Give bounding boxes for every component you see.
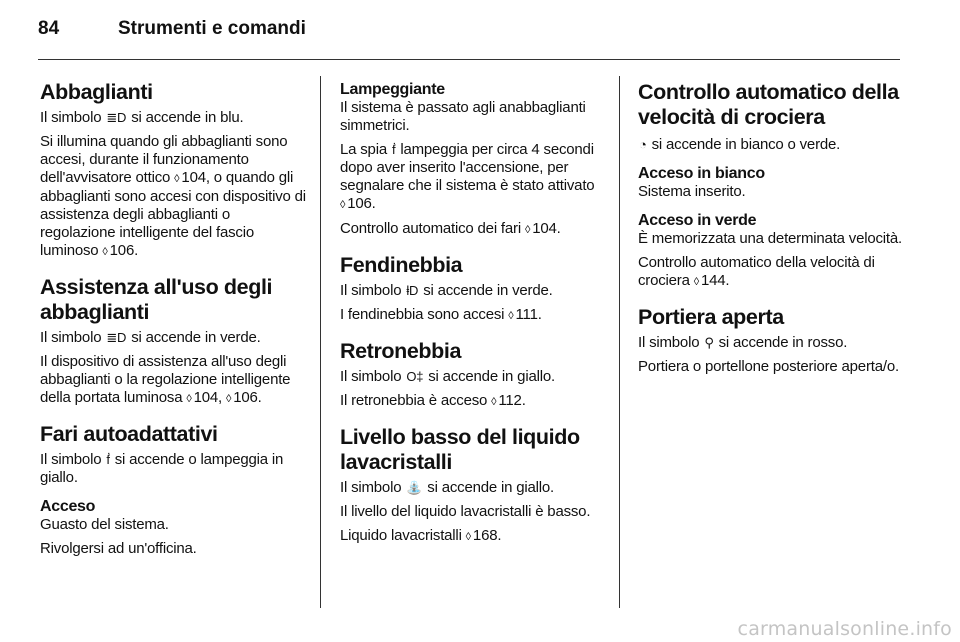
rear-fog-icon: O‡ (406, 369, 424, 384)
washer-fluid-icon: ⛲ (406, 480, 423, 495)
page-ref[interactable]: 106. (347, 195, 376, 212)
adaptive-lights-icon: ḟ (106, 452, 110, 467)
cruise-control-icon: ◔ (639, 137, 647, 152)
page-ref[interactable]: 104 (181, 169, 206, 186)
paragraph: Si illumina quando gli abbaglianti sono accesi, durante il funzionamento dell'avvisatore ottico ◊ 104, o quando gli abbaglianti sono accesi con dispositivo di assistenza degli abbaglianti o regolazione intelligente del fascio luminoso ◊ 106. (40, 133, 306, 259)
page-header (38, 18, 900, 48)
paragraph: La spia ḟ lampeggia per circa 4 secondi dopo aver inserito l'accensione, per segnalare che il sistema è stato attivato ◊ 106. (340, 141, 595, 212)
section-title: Assistenza all'uso degli abbaglianti (40, 275, 273, 324)
section-title: Retronebbia (340, 339, 462, 363)
section-title: Abbaglianti (40, 80, 153, 104)
high-beam-icon: ≣D (106, 110, 127, 125)
subsection-title: Acceso in verde (638, 212, 757, 229)
paragraph: Il sistema è passato agli anabbaglianti simmetrici. (340, 99, 586, 134)
page-ref[interactable]: 112. (498, 392, 526, 409)
paragraph: Il simbolo ⚲ si accende in rosso. (638, 334, 848, 351)
column-2 (340, 80, 608, 552)
paragraph: Controllo automatico della velocità di crociera ◊ 144. (638, 254, 875, 289)
paragraph: Il livello del liquido lavacristalli è basso. (340, 503, 591, 520)
paragraph: Il retronebbia è acceso ◊ 112. (340, 392, 526, 409)
page-ref-arrow-icon: ◊ (491, 396, 497, 408)
subsection-title: Acceso (40, 498, 96, 515)
paragraph: Il dispositivo di assistenza all'uso degli abbaglianti o la regolazione intelligente della portata luminosa ◊ 104, ◊ 106. (40, 353, 291, 406)
page-ref-arrow-icon: ◊ (225, 393, 232, 405)
paragraph: Sistema inserito. (638, 183, 746, 200)
section-title: Portiera aperta (638, 305, 784, 329)
page-ref[interactable]: 111. (515, 306, 542, 323)
page-ref-arrow-icon: ◊ (508, 310, 514, 322)
paragraph: ◔ si accende in bianco o verde. (639, 136, 841, 153)
section-title: Fendinebbia (340, 253, 463, 277)
section-title: Livello basso del liquido lavacristalli (340, 425, 580, 474)
paragraph: È memorizzata una determinata velocità. (638, 230, 902, 247)
paragraph: Guasto del sistema. (40, 516, 169, 533)
page-ref-arrow-icon: ◊ (465, 531, 471, 543)
watermark: carmanualsonline.info (737, 618, 952, 640)
subsection-title: Acceso in bianco (638, 165, 765, 182)
column-divider (320, 76, 321, 608)
header-rule (38, 59, 900, 60)
running-title: Strumenti e comandi (118, 18, 306, 39)
page-ref-arrow-icon: ◊ (340, 199, 346, 211)
section-title: Controllo automatico della velocità di crociera (638, 80, 899, 129)
paragraph: Il simbolo ≣D si accende in blu. (40, 109, 244, 126)
page-ref-arrow-icon: ◊ (102, 246, 108, 258)
adaptive-lights-icon: ḟ (391, 142, 396, 157)
paragraph: I fendinebbia sono accesi ◊ 111. (340, 306, 542, 323)
page-ref[interactable]: 104, (193, 389, 222, 406)
subsection-title: Lampeggiante (340, 81, 445, 98)
page-number: 84 (38, 18, 60, 39)
paragraph: Il simbolo ⱡD si accende in verde. (340, 282, 553, 299)
page-ref[interactable]: 104. (532, 220, 561, 237)
paragraph: Il simbolo ḟ si accende o lampeggia in giallo. (40, 451, 284, 486)
fog-light-icon: ⱡD (406, 283, 419, 298)
page-ref-arrow-icon: ◊ (524, 224, 531, 236)
paragraph: Il simbolo ≣D si accende in verde. (40, 329, 261, 346)
page-ref[interactable]: 106. (109, 242, 139, 259)
paragraph: Il simbolo O‡ si accende in giallo. (340, 368, 555, 385)
paragraph: Controllo automatico dei fari ◊ 104. (340, 220, 561, 237)
column-1 (40, 80, 308, 564)
column-3 (638, 80, 908, 382)
page-ref[interactable]: 168. (472, 527, 502, 544)
paragraph: Portiera o portellone posteriore aperta/o. (638, 358, 899, 375)
page-ref-arrow-icon: ◊ (174, 173, 180, 185)
page-ref-arrow-icon: ◊ (186, 393, 192, 405)
page-ref-arrow-icon: ◊ (693, 276, 699, 288)
door-open-icon: ⚲ (704, 335, 714, 350)
paragraph: Rivolgersi ad un'officina. (40, 540, 197, 557)
paragraph: Liquido lavacristalli ◊ 168. (340, 527, 502, 544)
page-ref[interactable]: 106. (233, 389, 262, 406)
page-ref[interactable]: 144. (700, 272, 730, 289)
paragraph: Il simbolo ⛲ si accende in giallo. (340, 479, 555, 496)
column-divider (619, 76, 620, 608)
section-title: Fari autoadattativi (40, 422, 218, 446)
high-beam-assist-icon: ≣D (106, 330, 127, 345)
